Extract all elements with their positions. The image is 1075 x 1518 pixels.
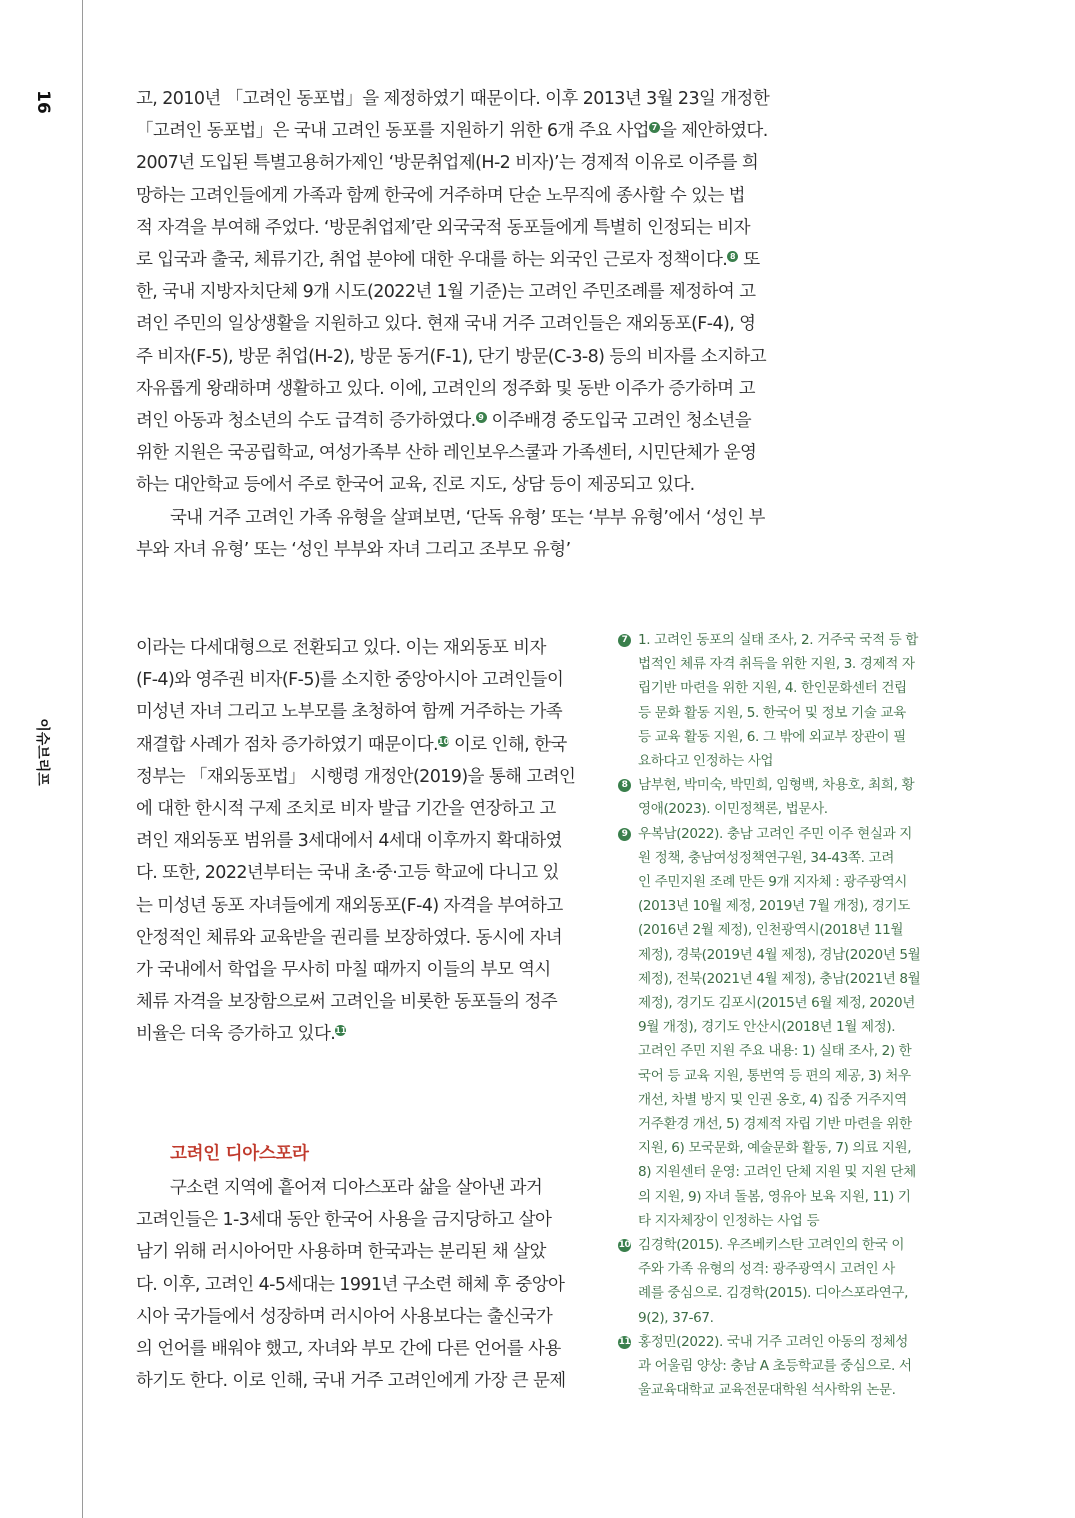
footnote-line: 9(2), 37-67. <box>638 1309 714 1326</box>
footnote-line: 타 지자체장이 인정하는 사업 등 <box>638 1212 820 1229</box>
footnote-line: 의 지원, 9) 자녀 돌봄, 영유아 보육 지원, 11) 기 <box>638 1188 911 1205</box>
body-line: 가 국내에서 학업을 무사히 마칠 때까지 이들의 부모 역시 <box>136 960 551 981</box>
footnote-number: 10 <box>618 1240 631 1251</box>
footnote-line: 지원, 6) 모국문화, 예술문화 활동, 7) 의료 지원, <box>638 1140 912 1157</box>
footnote-mark[interactable]: 10 <box>438 736 450 746</box>
footnote-line: 인 주민지원 조례 만든 9개 지자체 : 광주광역시 <box>638 874 908 891</box>
body-line: 「고려인 동포법」은 국내 고려인 동포를 지원하기 위한 6개 주요 사업 7 을 제안하였다. <box>136 121 768 142</box>
footnote-number: 9 <box>618 828 631 841</box>
body-line: 적 자격을 부여해 주었다. ‘방문취업제’란 외국국적 동포들에게 특별히 인정되는 비자 <box>136 217 750 238</box>
footnote-line: 김경학(2015). 우즈베키스탄 고려인의 한국 이 <box>638 1237 905 1254</box>
footnote-line: 제정), 경기도 김포시(2015년 6월 제정, 2020년 <box>638 995 916 1012</box>
footnote-line: 과 어울림 양상: 충남 A 초등학교를 중심으로. 서 <box>638 1358 912 1375</box>
body-line: 로 입국과 출국, 체류기간, 취업 분야에 대한 우대를 하는 외국인 근로자 정책이다. 8 또 <box>136 250 760 271</box>
footnote-9 <box>614 822 944 1233</box>
footnote-11 <box>614 1330 944 1403</box>
footnote-line: 례를 중심으로. 김경학(2015). 디아스포라연구, <box>638 1285 909 1302</box>
footnote-mark[interactable]: 9 <box>476 412 487 423</box>
footnotes <box>614 628 944 1403</box>
body-line: 려인 주민의 일상생활을 지원하고 있다. 현재 국내 거주 고려인들은 재외동포(F-4), 영 <box>136 314 756 335</box>
body-line: 하기도 한다. 이로 인해, 국내 거주 고려인에게 가장 큰 문제 <box>136 1371 566 1392</box>
section-text <box>136 1172 584 1397</box>
body-line: 망하는 고려인들에게 가족과 함께 한국에 거주하며 단순 노무직에 종사할 수 있는 법 <box>136 185 745 206</box>
body-line: 정부는 「재외동포법」 시행령 개정안(2019)을 통해 고려인 <box>136 766 576 787</box>
margin-rule <box>82 0 83 1518</box>
body-text <box>136 83 778 566</box>
footnote-number: 7 <box>618 634 631 647</box>
footnote-line: 홍정민(2022). 국내 거주 고려인 아동의 정체성 <box>638 1333 909 1350</box>
footnote-line: (2013년 10월 제정, 2019년 7월 개정), 경기도 <box>638 898 910 915</box>
footnote-line: 우복남(2022). 충남 고려인 주민 이주 현실과 지 <box>638 825 912 842</box>
body-line: 2007년 도입된 특별고용허가제인 ‘방문취업제(H-2 비자)’는 경제적 이유로 이주를 희 <box>136 153 759 174</box>
footnote-line: (2016년 2월 제정), 인천광역시(2018년 11월 <box>638 922 904 939</box>
footnote-line: 고려인 주민 지원 주요 내용: 1) 실태 조사, 2) 한 <box>638 1043 912 1060</box>
footnote-line: 제정), 전북(2021년 4월 제정), 충남(2021년 8월 <box>638 970 921 987</box>
body-line: 는 미성년 동포 자녀들에게 재외동포(F-4) 자격을 부여하고 <box>136 895 563 916</box>
body-text-narrow <box>136 632 584 1051</box>
body-line: 의 언어를 배워야 했고, 자녀와 부모 간에 다른 언어를 사용 <box>136 1339 561 1360</box>
footnote-line: 제정), 경북(2019년 4월 제정), 경남(2020년 5월 <box>638 946 921 963</box>
footnote-7 <box>614 628 944 773</box>
footnote-mark[interactable]: 11 <box>335 1026 347 1036</box>
body-line: 부와 자녀 유형’ 또는 ‘성인 부부와 자녀 그리고 조부모 유형’ <box>136 539 571 560</box>
footnote-line: 법적인 체류 자격 취득을 위한 지원, 3. 경제적 자 <box>638 656 915 673</box>
body-line: 체류 자격을 보장함으로써 고려인을 비롯한 동포들의 정주 <box>136 992 558 1013</box>
body-line: 구소련 지역에 흩어져 디아스포라 삶을 살아낸 과거 <box>170 1178 543 1198</box>
body-line: 다. 이후, 고려인 4-5세대는 1991년 구소련 해체 후 중앙아 <box>136 1274 565 1295</box>
footnote-line: 울교육대학교 교육전문대학원 석사학위 논문. <box>638 1382 896 1399</box>
body-line: 재결합 사례가 점차 증가하였기 때문이다.10 이로 인해, 한국 <box>136 734 567 755</box>
footnote-8 <box>614 773 944 821</box>
footnote-line: 8) 지원센터 운영: 고려인 단체 지원 및 지원 단체 <box>638 1164 916 1181</box>
body-line: 비율은 더욱 증가하고 있다.11 <box>136 1024 347 1045</box>
body-line: 하는 대안학교 등에서 주로 한국어 교육, 진로 지도, 상담 등이 제공되고 있다. <box>136 475 695 496</box>
footnote-line: 개선, 차별 방지 및 인권 옹호, 4) 집중 거주지역 <box>638 1091 907 1108</box>
page-number: 16 <box>33 90 53 114</box>
footnote-number: 8 <box>618 779 631 792</box>
body-line: 한, 국내 지방자치단체 9개 시도(2022년 1월 기준)는 고려인 주민조례를 제정하여 고 <box>136 282 756 303</box>
section-heading: 고려인 디아스포라 <box>170 1144 309 1164</box>
footnote-line: 주와 가족 유형의 성격: 광주광역시 고려인 사 <box>638 1261 895 1278</box>
footnote-line: 요하다고 인정하는 사업 <box>638 753 774 770</box>
footnote-line: 9월 개정), 경기도 안산시(2018년 1월 제정). <box>638 1019 896 1036</box>
body-line: 에 대한 한시적 구제 조치로 비자 발급 기간을 연장하고 고 <box>136 799 556 820</box>
footnote-line: 1. 고려인 동포의 실태 조사, 2. 거주국 국적 등 합 <box>638 632 918 648</box>
body-line: 시아 국가들에서 성장하며 러시아어 사용보다는 출신국가 <box>136 1306 553 1327</box>
body-line: 안정적인 체류와 교육받을 권리를 보장하였다. 동시에 자녀 <box>136 927 563 948</box>
body-line: 자유롭게 왕래하며 생활하고 있다. 이에, 고려인의 정주화 및 동반 이주가 증가하며 고 <box>136 378 755 399</box>
footnote-line: 립기반 마련을 위한 지원, 4. 한인문화센터 건립 <box>638 680 907 697</box>
footnote-line: 영애(2023). 이민정책론, 법문사. <box>638 801 828 818</box>
body-line: 려인 재외동포 범위를 3세대에서 4세대 이후까지 확대하였 <box>136 831 562 852</box>
footnote-mark[interactable]: 7 <box>649 122 660 133</box>
side-label: 이슈브리프 <box>34 718 50 786</box>
footnote-line: 거주환경 개선, 5) 경제적 자립 기반 마련을 위한 <box>638 1116 912 1133</box>
body-line: 려인 아동과 청소년의 수도 급격히 증가하였다. 9 이주배경 중도입국 고려인 청소년을 <box>136 411 752 432</box>
body-line: 위한 지원은 국공립학교, 여성가족부 산하 레인보우스쿨과 가족센터, 시민단체가 운영 <box>136 443 757 464</box>
footnote-line: 등 교육 활동 지원, 6. 그 밖에 외교부 장관이 필 <box>638 728 906 745</box>
footnote-line: 원 정책, 충남여성정책연구원, 34-43쪽. 고려 <box>638 849 894 866</box>
footnote-line: 남부현, 박미숙, 박민희, 임형백, 차용호, 최희, 황 <box>638 777 915 794</box>
body-line: 이라는 다세대형으로 전환되고 있다. 이는 재외동포 비자 <box>136 638 546 658</box>
footnote-number: 11 <box>618 1336 631 1347</box>
footnote-mark[interactable]: 8 <box>727 251 738 262</box>
body-line: (F-4)와 영주권 비자(F-5)를 소지한 중앙아시아 고려인들이 <box>136 670 564 691</box>
body-line: 미성년 자녀 그리고 노부모를 초청하여 함께 거주하는 가족 <box>136 702 563 723</box>
body-line: 남기 위해 러시아어만 사용하며 한국과는 분리된 채 살았 <box>136 1242 546 1263</box>
body-line: 고려인들은 1-3세대 동안 한국어 사용을 금지당하고 살아 <box>136 1210 552 1231</box>
footnote-10 <box>614 1233 944 1330</box>
footnote-line: 국어 등 교육 지원, 통번역 등 편의 제공, 3) 처우 <box>638 1067 911 1084</box>
body-line: 국내 거주 고려인 가족 유형을 살펴보면, ‘단독 유형’ 또는 ‘부부 유형’에서 ‘성인 부 <box>170 507 765 528</box>
footnote-line: 등 문화 활동 지원, 5. 한국어 및 정보 기술 교육 <box>638 704 906 721</box>
body-line: 주 비자(F-5), 방문 취업(H-2), 방문 동거(F-1), 단기 방문(C-3-8) 등의 비자를 소지하고 <box>136 346 767 367</box>
body-line: 다. 또한, 2022년부터는 국내 초·중·고등 학교에 다니고 있 <box>136 863 559 884</box>
body-line: 고, 2010년 「고려인 동포법」을 제정하였기 때문이다. 이후 2013년 3월 23일 개정한 <box>136 89 770 109</box>
